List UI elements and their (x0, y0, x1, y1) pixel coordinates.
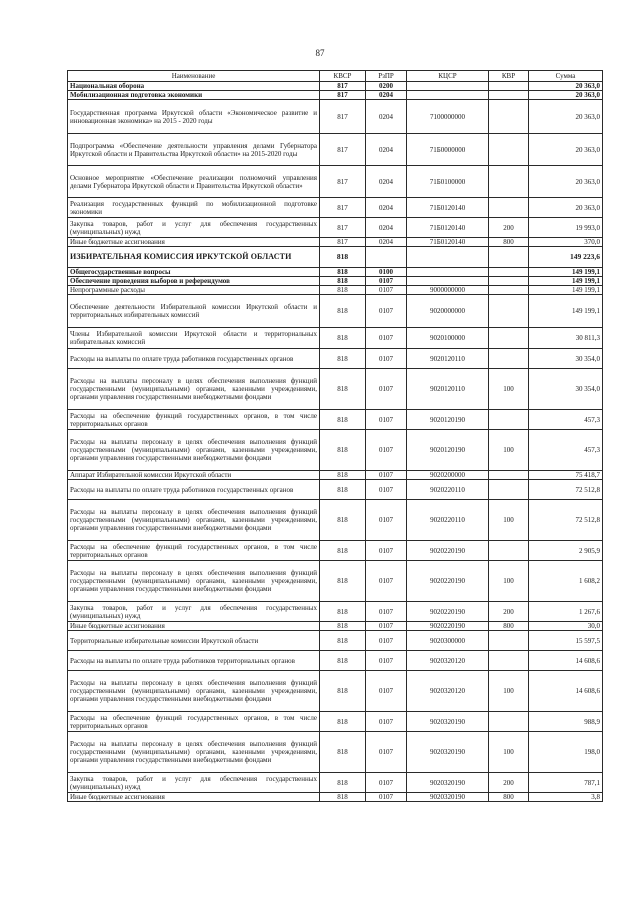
cell-rzpr: 0107 (366, 277, 407, 286)
cell-name: Расходы на обеспечение функций государственных органов, в том числе территориальных органов (68, 541, 320, 561)
table-row (68, 671, 603, 712)
cell-name: Основное мероприятие «Обеспечение реализации полномочий управления делами Губернатора Иркутской области и Правительства Иркутской области» (68, 166, 320, 198)
cell-kvr (489, 166, 529, 198)
table-row (68, 622, 603, 631)
table-row (68, 651, 603, 671)
cell-sum: 20 363,0 (529, 166, 603, 198)
cell-name: Закупка товаров, работ и услуг для обеспечения государственных (муниципальных) нужд (68, 602, 320, 622)
cell-kcsr (407, 82, 489, 91)
cell-kvr (489, 247, 529, 268)
table-row (68, 471, 603, 480)
cell-name: Члены Избирательной комиссии Иркутской области и территориальных избирательных комиссий (68, 328, 320, 349)
cell-name: Закупка товаров, работ и услуг для обеспечения государственных (муниципальных) нужд (68, 218, 320, 238)
cell-kvsr: 818 (320, 561, 366, 602)
cell-rzpr: 0204 (366, 198, 407, 218)
cell-kvsr: 818 (320, 286, 366, 295)
cell-sum: 30 354,0 (529, 349, 603, 369)
cell-kvr: 100 (489, 561, 529, 602)
cell-name: Иные бюджетные ассигнования (68, 622, 320, 631)
cell-sum: 457,3 (529, 410, 603, 430)
cell-kvr (489, 268, 529, 277)
cell-name: Расходы на выплаты персоналу в целях обеспечения выполнения функций государственными (муниципальными) органами, казенными учреждениями, органами управления государственными внебюджетными фондами (68, 430, 320, 471)
table-row (68, 430, 603, 471)
cell-kcsr: 71Б0120140 (407, 198, 489, 218)
cell-sum: 72 512,8 (529, 500, 603, 541)
cell-sum: 30 354,0 (529, 369, 603, 410)
cell-kvr (489, 328, 529, 349)
cell-rzpr: 0107 (366, 430, 407, 471)
cell-sum: 149 199,1 (529, 277, 603, 286)
cell-kvsr: 818 (320, 541, 366, 561)
cell-kvr (489, 349, 529, 369)
page-number: 87 (315, 48, 325, 58)
cell-sum: 30 811,3 (529, 328, 603, 349)
cell-kvr (489, 295, 529, 328)
cell-kcsr: 9020220110 (407, 500, 489, 541)
cell-rzpr: 0107 (366, 712, 407, 732)
cell-name: Расходы на выплаты по оплате труда работников государственных органов (68, 349, 320, 369)
cell-rzpr: 0204 (366, 134, 407, 166)
cell-name: Расходы на выплаты персоналу в целях обеспечения выполнения функций государственными (муниципальными) органами, казенными учреждениями, органами управления государственными внебюджетными фондами (68, 732, 320, 773)
cell-kvr (489, 286, 529, 295)
cell-kcsr: 9020120110 (407, 369, 489, 410)
table-header-row (68, 71, 603, 82)
cell-kvsr: 818 (320, 671, 366, 712)
cell-kvsr: 817 (320, 198, 366, 218)
cell-kvsr: 818 (320, 793, 366, 802)
cell-kcsr: 71Б0000000 (407, 134, 489, 166)
cell-kcsr: 9000000000 (407, 286, 489, 295)
cell-name: Расходы на выплаты по оплате труда работников государственных органов (68, 480, 320, 500)
cell-sum: 15 597,5 (529, 631, 603, 651)
header-sum: Сумма (529, 71, 603, 82)
cell-rzpr: 0107 (366, 773, 407, 793)
cell-kvsr: 818 (320, 500, 366, 541)
cell-kvsr: 817 (320, 166, 366, 198)
cell-kvsr: 817 (320, 238, 366, 247)
cell-sum: 75 418,7 (529, 471, 603, 480)
cell-name: Территориальные избирательные комиссии Иркутской области (68, 631, 320, 651)
table-row (68, 561, 603, 602)
table-row (68, 268, 603, 277)
table-row (68, 277, 603, 286)
cell-rzpr: 0107 (366, 622, 407, 631)
table-row (68, 410, 603, 430)
cell-rzpr: 0107 (366, 541, 407, 561)
table-row (68, 100, 603, 134)
cell-kvsr: 818 (320, 410, 366, 430)
cell-kvsr: 818 (320, 480, 366, 500)
table-row (68, 295, 603, 328)
header-kvsr: КВСР (320, 71, 366, 82)
cell-kvsr: 817 (320, 100, 366, 134)
cell-kvsr: 818 (320, 651, 366, 671)
cell-name: Обеспечение проведения выборов и референдумов (68, 277, 320, 286)
cell-name: Государственная программа Иркутской области «Экономическое развитие и инновационная экономика» на 2015 - 2020 годы (68, 100, 320, 134)
cell-rzpr: 0200 (366, 82, 407, 91)
cell-kcsr: 9020100000 (407, 328, 489, 349)
cell-sum: 1 267,6 (529, 602, 603, 622)
cell-rzpr: 0107 (366, 500, 407, 541)
cell-sum: 149 223,6 (529, 247, 603, 268)
cell-kvsr: 818 (320, 773, 366, 793)
cell-sum: 72 512,8 (529, 480, 603, 500)
cell-sum: 3,8 (529, 793, 603, 802)
table-row (68, 247, 603, 268)
cell-name: Расходы на обеспечение функций государственных органов, в том числе территориальных органов (68, 410, 320, 430)
cell-rzpr: 0100 (366, 268, 407, 277)
cell-kcsr: 71Б0120140 (407, 238, 489, 247)
cell-kvsr: 818 (320, 268, 366, 277)
cell-kcsr: 9020300000 (407, 631, 489, 651)
cell-kvsr: 818 (320, 277, 366, 286)
table-row (68, 480, 603, 500)
cell-name: Иные бюджетные ассигнования (68, 238, 320, 247)
cell-kcsr: 9020220190 (407, 602, 489, 622)
cell-sum: 20 363,0 (529, 134, 603, 166)
cell-rzpr: 0107 (366, 602, 407, 622)
cell-sum: 20 363,0 (529, 100, 603, 134)
cell-kcsr: 9020320190 (407, 793, 489, 802)
cell-kcsr (407, 268, 489, 277)
cell-kvr (489, 541, 529, 561)
cell-kvr: 100 (489, 671, 529, 712)
budget-table (67, 70, 603, 802)
cell-kcsr: 9020320120 (407, 671, 489, 712)
cell-rzpr: 0107 (366, 651, 407, 671)
cell-rzpr: 0107 (366, 410, 407, 430)
table-row (68, 238, 603, 247)
cell-kcsr: 71Б0100000 (407, 166, 489, 198)
cell-kvsr: 818 (320, 471, 366, 480)
cell-kvsr: 817 (320, 134, 366, 166)
cell-kvsr: 818 (320, 328, 366, 349)
cell-rzpr: 0107 (366, 349, 407, 369)
cell-sum: 2 905,9 (529, 541, 603, 561)
cell-kvr: 200 (489, 218, 529, 238)
cell-name: Расходы на обеспечение функций государственных органов, в том числе территориальных органов (68, 712, 320, 732)
cell-kvsr: 818 (320, 602, 366, 622)
cell-kcsr: 9020320190 (407, 773, 489, 793)
cell-rzpr: 0107 (366, 561, 407, 602)
cell-kvr (489, 134, 529, 166)
cell-rzpr: 0204 (366, 100, 407, 134)
table-row (68, 712, 603, 732)
cell-name: Закупка товаров, работ и услуг для обеспечения государственных (муниципальных) нужд (68, 773, 320, 793)
cell-name: Аппарат Избирательной комиссии Иркутской области (68, 471, 320, 480)
cell-name: Непрограммные расходы (68, 286, 320, 295)
cell-rzpr: 0204 (366, 166, 407, 198)
cell-sum: 14 608,6 (529, 671, 603, 712)
cell-name: Мобилизационная подготовка экономики (68, 91, 320, 100)
cell-kvsr: 818 (320, 369, 366, 410)
cell-kcsr (407, 277, 489, 286)
cell-kvr (489, 712, 529, 732)
table-body (68, 82, 603, 802)
cell-kvr (489, 631, 529, 651)
cell-kcsr: 9020120190 (407, 430, 489, 471)
cell-kvsr: 818 (320, 349, 366, 369)
cell-kvsr: 818 (320, 247, 366, 268)
cell-kcsr: 9020220190 (407, 561, 489, 602)
cell-sum: 20 363,0 (529, 91, 603, 100)
cell-name: Расходы на выплаты персоналу в целях обеспечения выполнения функций государственными (муниципальными) органами, казенными учреждениями, органами управления государственными внебюджетными фондами (68, 500, 320, 541)
cell-name: Национальная оборона (68, 82, 320, 91)
table-row (68, 286, 603, 295)
header-kvr: КВР (489, 71, 529, 82)
cell-kcsr: 9020220190 (407, 622, 489, 631)
cell-kcsr (407, 91, 489, 100)
cell-name: Расходы на выплаты персоналу в целях обеспечения выполнения функций государственными (муниципальными) органами, казенными учреждениями, органами управления государственными внебюджетными фондами (68, 671, 320, 712)
table-row (68, 369, 603, 410)
cell-rzpr: 0107 (366, 369, 407, 410)
table-row (68, 166, 603, 198)
cell-kvsr: 818 (320, 295, 366, 328)
cell-kvsr: 817 (320, 218, 366, 238)
cell-sum: 370,0 (529, 238, 603, 247)
table-row (68, 602, 603, 622)
cell-kvr: 100 (489, 369, 529, 410)
cell-kcsr: 9020120190 (407, 410, 489, 430)
cell-rzpr: 0107 (366, 295, 407, 328)
cell-rzpr: 0107 (366, 732, 407, 773)
cell-kcsr: 9020220110 (407, 480, 489, 500)
cell-name: Иные бюджетные ассигнования (68, 793, 320, 802)
table-row (68, 500, 603, 541)
table-row (68, 793, 603, 802)
cell-kvr: 100 (489, 732, 529, 773)
cell-sum: 988,9 (529, 712, 603, 732)
cell-rzpr: 0204 (366, 218, 407, 238)
cell-rzpr: 0107 (366, 286, 407, 295)
cell-kcsr (407, 247, 489, 268)
cell-kcsr: 9020120110 (407, 349, 489, 369)
cell-rzpr: 0204 (366, 91, 407, 100)
cell-kcsr: 7100000000 (407, 100, 489, 134)
table-row (68, 82, 603, 91)
cell-sum: 14 608,6 (529, 651, 603, 671)
cell-rzpr: 0204 (366, 238, 407, 247)
table-row (68, 328, 603, 349)
cell-kvr (489, 82, 529, 91)
cell-kvr: 800 (489, 793, 529, 802)
cell-kcsr: 9020220190 (407, 541, 489, 561)
cell-kvsr: 817 (320, 91, 366, 100)
cell-kvr (489, 277, 529, 286)
cell-sum: 149 199,1 (529, 268, 603, 277)
table-row (68, 91, 603, 100)
cell-name: Обеспечение деятельности Избирательной комиссии Иркутской области и территориальных избирательных комиссий (68, 295, 320, 328)
cell-kcsr: 9020320190 (407, 732, 489, 773)
cell-sum: 20 363,0 (529, 82, 603, 91)
cell-rzpr (366, 247, 407, 268)
cell-kvr: 800 (489, 238, 529, 247)
cell-name: Общегосударственные вопросы (68, 268, 320, 277)
table-row (68, 218, 603, 238)
cell-kvsr: 818 (320, 732, 366, 773)
cell-kvsr: 817 (320, 82, 366, 91)
cell-sum: 30,0 (529, 622, 603, 631)
cell-rzpr: 0107 (366, 631, 407, 651)
cell-kvsr: 818 (320, 430, 366, 471)
cell-kvr (489, 480, 529, 500)
header-kcsr: КЦСР (407, 71, 489, 82)
table-row (68, 134, 603, 166)
cell-rzpr: 0107 (366, 671, 407, 712)
cell-kvr: 100 (489, 500, 529, 541)
cell-sum: 20 363,0 (529, 198, 603, 218)
cell-rzpr: 0107 (366, 480, 407, 500)
cell-name: Расходы на выплаты персоналу в целях обеспечения выполнения функций государственными (муниципальными) органами, казенными учреждениями, органами управления государственными внебюджетными фондами (68, 561, 320, 602)
cell-kvr: 200 (489, 773, 529, 793)
table-row (68, 631, 603, 651)
cell-name: Расходы на выплаты персоналу в целях обеспечения выполнения функций государственными (муниципальными) органами, казенными учреждениями, органами управления государственными внебюджетными фондами (68, 369, 320, 410)
cell-sum: 457,3 (529, 430, 603, 471)
cell-name: ИЗБИРАТЕЛЬНАЯ КОМИССИЯ ИРКУТСКОЙ ОБЛАСТИ (68, 247, 320, 268)
header-name: Наименование (68, 71, 320, 82)
cell-sum: 149 199,1 (529, 286, 603, 295)
cell-name: Подпрограмма «Обеспечение деятельности управления делами Губернатора Иркутской области и Правительства Иркутской области» на 2015-2020 годы (68, 134, 320, 166)
cell-kvr (489, 651, 529, 671)
cell-kcsr: 9020320120 (407, 651, 489, 671)
cell-kvr (489, 100, 529, 134)
cell-kvr: 200 (489, 602, 529, 622)
cell-kcsr: 71Б0120140 (407, 218, 489, 238)
cell-kcsr: 9020200000 (407, 471, 489, 480)
cell-kvr: 100 (489, 430, 529, 471)
cell-kvr (489, 198, 529, 218)
table-row (68, 773, 603, 793)
table-row (68, 541, 603, 561)
cell-sum: 787,1 (529, 773, 603, 793)
cell-rzpr: 0107 (366, 471, 407, 480)
cell-name: Расходы на выплаты по оплате труда работников территориальных органов (68, 651, 320, 671)
cell-sum: 19 993,0 (529, 218, 603, 238)
table-row (68, 198, 603, 218)
cell-rzpr: 0107 (366, 328, 407, 349)
cell-rzpr: 0107 (366, 793, 407, 802)
cell-sum: 149 199,1 (529, 295, 603, 328)
table-row (68, 349, 603, 369)
cell-kvsr: 818 (320, 712, 366, 732)
cell-kvr: 800 (489, 622, 529, 631)
table-row (68, 732, 603, 773)
cell-kvr (489, 410, 529, 430)
header-rzpr: РзПР (366, 71, 407, 82)
cell-kvr (489, 471, 529, 480)
cell-kcsr: 9020000000 (407, 295, 489, 328)
cell-sum: 1 608,2 (529, 561, 603, 602)
cell-kcsr: 9020320190 (407, 712, 489, 732)
cell-name: Реализация государственных функций по мобилизационной подготовке экономики (68, 198, 320, 218)
cell-kvr (489, 91, 529, 100)
cell-kvsr: 818 (320, 631, 366, 651)
cell-sum: 198,0 (529, 732, 603, 773)
cell-kvsr: 818 (320, 622, 366, 631)
